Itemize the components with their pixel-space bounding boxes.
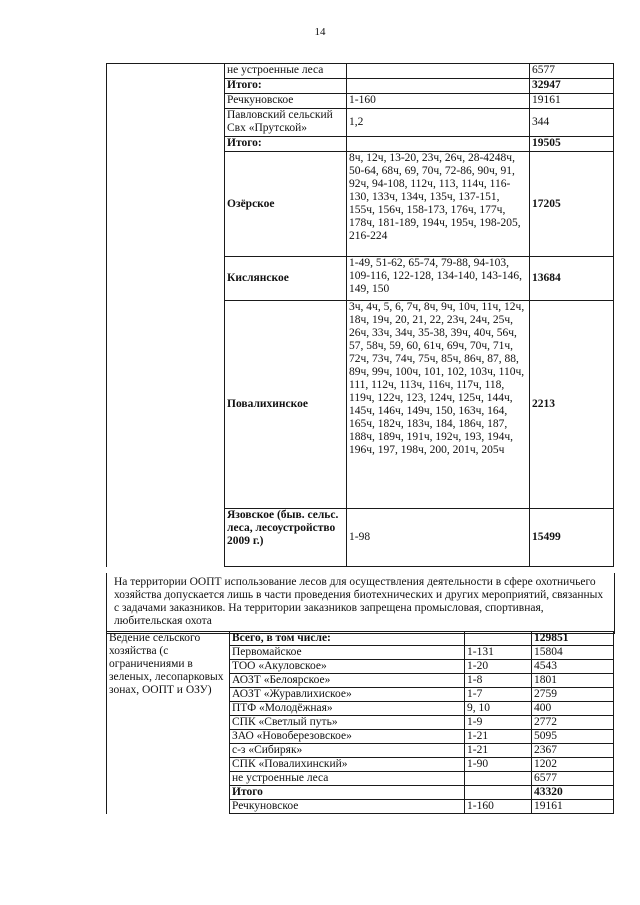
- table-row: [107, 109, 614, 137]
- forestry-name-cell: с-з «Сибиряк»: [230, 744, 465, 758]
- purpose-cell: Ведение сельского хозяйства (с ограничениями в зеленых, лесопарковых зонах, ООПТ и ОЗУ): [107, 632, 230, 814]
- purpose-cell: [107, 301, 225, 509]
- area-cell: 17205: [530, 152, 614, 257]
- blocks-cell: [347, 137, 530, 152]
- area-cell: 19505: [530, 137, 614, 152]
- table-row: [107, 152, 614, 257]
- forestry-name-cell: АОЗТ «Журавлихиское»: [230, 688, 465, 702]
- blocks-cell: 1-49, 51-62, 65-74, 79-88, 94-103, 109-116, 122-128, 134-140, 143-146, 149, 150: [347, 257, 530, 301]
- area-cell: 15804: [532, 646, 614, 660]
- table-row: [107, 632, 614, 646]
- blocks-cell: 1-98: [347, 509, 530, 567]
- area-cell: 4543: [532, 660, 614, 674]
- table-row: [107, 257, 614, 301]
- forestry-name-cell: Озёрское: [225, 152, 347, 257]
- forestry-name-cell: Итого:: [225, 137, 347, 152]
- area-cell: 19161: [530, 94, 614, 109]
- area-cell: 6577: [530, 64, 614, 79]
- forestry-name-cell: СПК «Светлый путь»: [230, 716, 465, 730]
- area-cell: 32947: [530, 79, 614, 94]
- forestry-name-cell: ЗАО «Новоберезовское»: [230, 730, 465, 744]
- purpose-cell: [107, 109, 225, 137]
- page-number: 14: [314, 26, 326, 38]
- table-row: [107, 64, 614, 79]
- area-cell: 13684: [530, 257, 614, 301]
- purpose-cell: [107, 64, 225, 79]
- purpose-cell: [107, 257, 225, 301]
- blocks-cell: 1-160: [347, 94, 530, 109]
- blocks-cell: 1,2: [347, 109, 530, 137]
- forestry-name-cell: Язовское (быв. сельс. леса, лесоустройство 2009 г.): [225, 509, 347, 567]
- table-row: [107, 79, 614, 94]
- forestry-name-cell: СПК «Повалихинский»: [230, 758, 465, 772]
- forestry-name-cell: Павловский сельский Свх «Прутской»: [225, 109, 347, 137]
- blocks-cell: [465, 772, 532, 786]
- forestry-name-cell: ПТФ «Молодёжная»: [230, 702, 465, 716]
- blocks-cell: 1-21: [465, 744, 532, 758]
- blocks-cell: 1-90: [465, 758, 532, 772]
- forestry-name-cell: Речкуновское: [230, 800, 465, 814]
- purpose-cell: [107, 94, 225, 109]
- blocks-cell: 1-9: [465, 716, 532, 730]
- purpose-cell: [107, 137, 225, 152]
- area-cell: 344: [530, 109, 614, 137]
- area-cell: 2759: [532, 688, 614, 702]
- forestry-name-cell: Итого: [230, 786, 465, 800]
- purpose-cell: [107, 79, 225, 94]
- blocks-cell: 3ч, 4ч, 5, 6, 7ч, 8ч, 9ч, 10ч, 11ч, 12ч, 18ч, 19ч, 20, 21, 22, 23ч, 24ч, 25ч, 26ч, 33ч, 34ч, 35-38, 39ч, 40ч, 56ч, 57, 58ч, 59, 60, 61ч, 69ч, 70ч, 71ч, 72ч, 73ч, 74ч, 75ч, 85ч, 86ч, 87, 88, 89ч, 99ч, 100ч, 101, 102, 103ч, 110ч, 111, 112ч, 113ч, 116ч, 117ч, 118, 119ч, 122ч, 123, 124ч, 125ч, 144ч, 145ч, 146ч, 149ч, 150, 163ч, 164, 165ч, 182ч, 183ч, 184, 186ч, 187, 188ч, 189ч, 191ч, 192ч, 193, 194ч, 196ч, 197, 198ч, 200, 201ч, 205ч: [347, 301, 530, 509]
- area-cell: 1801: [532, 674, 614, 688]
- blocks-cell: 1-7: [465, 688, 532, 702]
- table-row: [107, 137, 614, 152]
- area-cell: 15499: [530, 509, 614, 567]
- table-row: [107, 301, 614, 509]
- forestry-name-cell: Первомайское: [230, 646, 465, 660]
- blocks-cell: [347, 64, 530, 79]
- blocks-cell: [465, 632, 532, 646]
- area-cell: 2367: [532, 744, 614, 758]
- blocks-cell: 1-131: [465, 646, 532, 660]
- blocks-cell: 1-160: [465, 800, 532, 814]
- forestry-name-cell: Всего, в том числе:: [230, 632, 465, 646]
- blocks-cell: [347, 79, 530, 94]
- forestry-name-cell: Итого:: [225, 79, 347, 94]
- table-row: [107, 94, 614, 109]
- area-cell: 129851: [532, 632, 614, 646]
- forestry-name-cell: ТОО «Акуловское»: [230, 660, 465, 674]
- forestry-name-cell: АОЗТ «Белоярское»: [230, 674, 465, 688]
- forestry-name-cell: Речкуновское: [225, 94, 347, 109]
- forestry-name-cell: Повалихинское: [225, 301, 347, 509]
- area-cell: 400: [532, 702, 614, 716]
- forest-table-top: [106, 63, 614, 567]
- purpose-cell: [107, 509, 225, 567]
- area-cell: 5095: [532, 730, 614, 744]
- forestry-name-cell: Кислянское: [225, 257, 347, 301]
- forestry-name-cell: не устроенные леса: [230, 772, 465, 786]
- blocks-cell: 9, 10: [465, 702, 532, 716]
- area-cell: 2772: [532, 716, 614, 730]
- blocks-cell: [465, 786, 532, 800]
- restriction-note: На территории ООПТ использование лесов для осуществления деятельности в сфере охотничьего хозяйства допускается лишь в части проведения биотехнических и других мероприятий, связанных с задачами заказников. На территории заказников запрещена промысловая, спортивная, любительская охота: [106, 573, 615, 634]
- blocks-cell: 1-21: [465, 730, 532, 744]
- forestry-name-cell: не устроенные леса: [225, 64, 347, 79]
- area-cell: 6577: [532, 772, 614, 786]
- area-cell: 1202: [532, 758, 614, 772]
- table-row: [107, 509, 614, 567]
- blocks-cell: 1-8: [465, 674, 532, 688]
- blocks-cell: 8ч, 12ч, 13-20, 23ч, 26ч, 28-4248ч, 50-64, 68ч, 69, 70ч, 72-86, 90ч, 91, 92ч, 94-108, 112ч, 113, 114ч, 116-130, 133ч, 134ч, 135ч, 137-151, 155ч, 156ч, 158-173, 176ч, 177ч, 178ч, 181-189, 194ч, 195ч, 198-205, 216-224: [347, 152, 530, 257]
- area-cell: 19161: [532, 800, 614, 814]
- forest-table-bottom: [106, 631, 614, 814]
- area-cell: 2213: [530, 301, 614, 509]
- purpose-cell: [107, 152, 225, 257]
- area-cell: 43320: [532, 786, 614, 800]
- blocks-cell: 1-20: [465, 660, 532, 674]
